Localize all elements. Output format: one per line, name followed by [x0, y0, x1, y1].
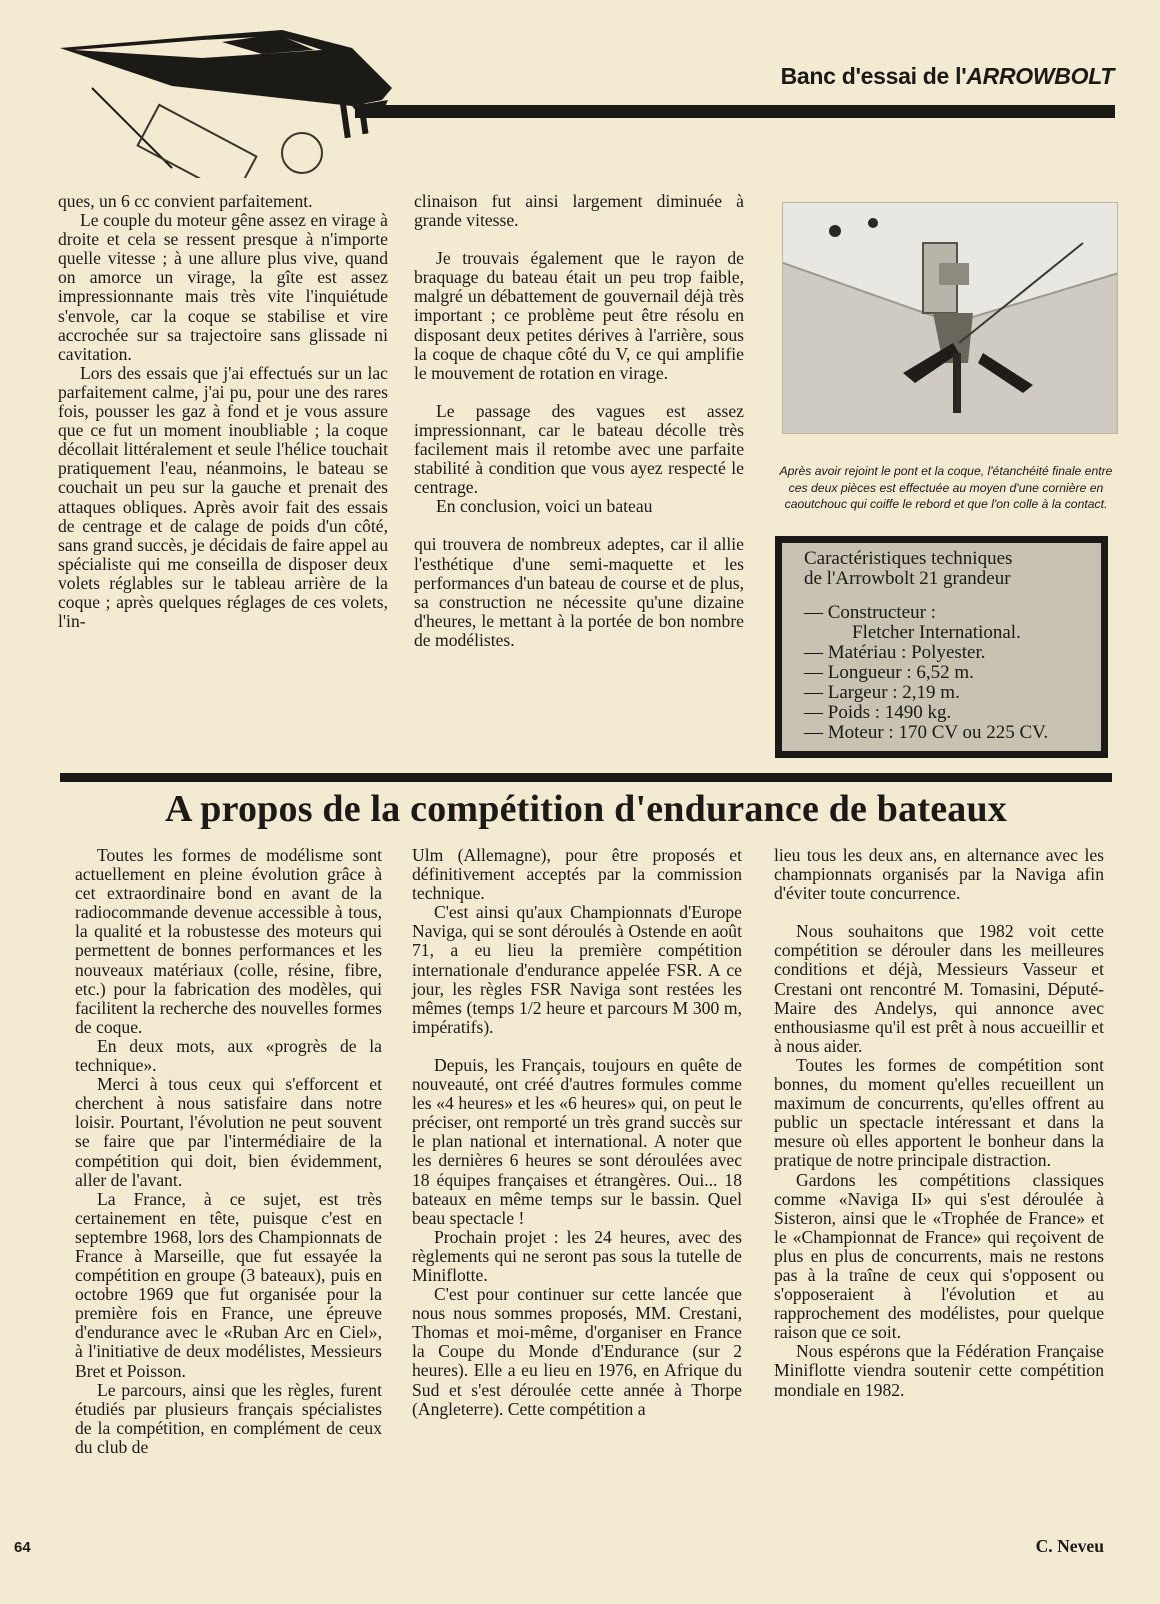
- spec-item: — Poids : 1490 kg.: [804, 702, 952, 723]
- photo-caption: Après avoir rejoint le pont et la coque, l'étanchéité finale entre ces deux pièces est effectuée au moyen d'une cornière en caoutchouc qui coiffe le rebord et que l'on colle à la contact.: [779, 464, 1113, 511]
- article-column-3: [774, 846, 1104, 1400]
- paragraph: En conclusion, voici un bateau: [436, 496, 653, 517]
- running-head: [781, 63, 1114, 90]
- page-number: 64: [14, 1539, 31, 1556]
- spec-item: [804, 623, 1089, 643]
- paragraph: Lors des essais que j'ai effectués sur un lac parfaitement calme, j'ai pu, pour une des rares fois, pousser les gaz à fond et je vous assure que ce fut un moment inoubliable ; la coque décollait littéralement et seule l'hélice touchait pratiquement l'eau, néanmoins, le bateau se couchait un peu sur la gauche et prenait des attaques obliques. Après avoir fait des essais de centrage et de calage de poids d'un côté, sans grand succès, je décidais de faire appel au spécialiste qui me conseilla de disposer deux volets réglables sur le tableau arrière de la coque ; après quelques réglages de ces volets, l'in-: [58, 362, 388, 632]
- specs-title-line: Caractéristiques techniques: [804, 548, 1013, 569]
- paragraph: Je trouvais également que le rayon de braquage du bateau était un peu trop faible, malgré un débattement de gouvernail déjà très important ; ce problème peut être résolu en disposant deux petites dérives à l'arrière, sous la coque de chaque côté du V, ce qui amplifie le mouvement de rotation en virage.: [414, 248, 744, 383]
- speedboat-illustration: [52, 28, 412, 178]
- spec-item-continuation: Fletcher International.: [852, 622, 1021, 643]
- paragraph: qui trouvera de nombreux adeptes, car il allie l'esthétique d'une semi-maquette et les performances d'un bateau de course et de plus, sa construction ne nécessite qu'une dizaine d'heures, le mettant à la portée de bon nombre de modélistes.: [414, 534, 744, 650]
- top-column-2: [414, 192, 744, 650]
- paragraph: Le passage des vagues est assez impressionnant, car le bateau décolle très facilement mais il retombe avec une parfaite stabilité à condition que vous ayez respecté le centrage.: [414, 400, 744, 498]
- paragraph: Le parcours, ainsi que les règles, furent étudiés par plusieurs français spécialistes de la compétition, en complément de ceux du club de: [75, 1379, 382, 1457]
- paragraph: Merci à tous ceux qui s'efforcent et cherchent à nous satisfaire dans notre loisir. Pourtant, l'évolution ne peut souvent se faire que par l'intermédiaire de la compétition qui doit, bien évidemment, aller de l'avant.: [75, 1074, 382, 1190]
- hull-photo-image: [783, 203, 1118, 434]
- paragraph: Nous souhaitons que 1982 voit cette compétition se dérouler dans les meilleures conditions et déjà, Messieurs Vasseur et Crestani ont rencontré M. Tomasini, Député-Maire des Andelys, qui annonce avec enthousiasme qu'il est prêt à nous accueillir et à nous aider.: [774, 921, 1104, 1056]
- paragraph: Toutes les formes de modélisme sont actuellement en pleine évolution grâce à cet extraordinaire bond en avant de la radiocommande devenue accessible à tous, la qualité et la robustesse des moteurs qui permettent de bonnes performances et les nouveaux matériaux (colle, résine, fibre, etc.) pour la fabrication des modèles, qui facilitent la recherche des nouvelles formes de coque.: [75, 845, 382, 1037]
- paragraph: La France, à ce sujet, est très certainement en tête, puisque c'est en septembre 1968, lors des Championnats de France à Marseille, que fut essayée la compétition en groupe (3 bateaux), puis en octobre 1969 que fut organisée pour la première fois en France, une épreuve d'endurance avec le «Ruban Arc en Ciel», à l'initiative de deux modélistes, Messieurs Bret et Poisson.: [75, 1188, 382, 1381]
- specs-list: [804, 603, 1089, 743]
- paragraph: C'est pour continuer sur cette lancée que nous nous sommes proposés, MM. Crestani, Thomas et moi-même, d'organiser en France la Coupe du Monde d'Endurance (sur 2 heures). Elle a eu lieu en 1976, en Afrique du Sud et s'est déroulée cette année à Thorpe (Angleterre). Cette compétition a: [412, 1284, 742, 1419]
- header-rule: [355, 105, 1115, 118]
- running-head-prefix: Banc d'essai de l': [780, 63, 967, 89]
- running-head-brand: ARROWBOLT: [966, 63, 1114, 89]
- paragraph: Ulm (Allemagne), pour être proposés et définitivement acceptés par la commission technique.: [412, 845, 742, 904]
- paragraph: C'est ainsi qu'aux Championnats d'Europe Naviga, qui se sont déroulés à Ostende en août 71, a eu lieu la première compétition internationale d'endurance appelée FSR. A ce jour, les règles FSR Naviga sont restées les mêmes (temps 1/2 heure et parcours M 300 m, impératifs).: [412, 902, 742, 1037]
- article-column-2: [412, 846, 742, 1419]
- paragraph: ques, un 6 cc convient parfaitement.: [58, 191, 313, 211]
- paragraph: lieu tous les deux ans, en alternance avec les championnats organisés par la Naviga afin d'éviter toute concurrence.: [774, 845, 1104, 904]
- specs-title: [804, 549, 1089, 589]
- spec-item: — Matériau : Polyester.: [804, 642, 986, 663]
- paragraph: Le couple du moteur gêne assez en virage à droite et cela se ressent presque à n'importe quelle vitesse ; à une allure plus vive, quand on amorce un virage, la gîte est assez impressionnante mais très vite l'inquiétude s'envole, car la coque se stabilise et vire accrochée sur sa trajectoire sans glissade ni cavitation.: [58, 210, 388, 364]
- paragraph: Depuis, les Français, toujours en quête de nouveauté, ont créé d'autres formules comme les «4 heures» et les «6 heures» qui, on peut le préciser, ont remporté un très grand succès sur le plan national et international. A noter que les dernières 6 heures se sont déroulées avec 18 équipes françaises et étrangères. Oui... 18 bateaux en même temps sur le bassin. Quel beau spectacle !: [412, 1054, 742, 1228]
- spec-item: — Constructeur :: [804, 602, 936, 623]
- hull-photo: [782, 202, 1118, 434]
- top-column-1: [58, 192, 388, 631]
- paragraph: Prochain projet : les 24 heures, avec des règlements qui ne seront pas sous la tutelle de Miniflotte.: [412, 1226, 742, 1285]
- spec-item: — Longueur : 6,52 m.: [804, 662, 974, 683]
- spec-item: — Largeur : 2,19 m.: [804, 682, 960, 703]
- article-column-1: [75, 846, 382, 1457]
- article-headline: A propos de la compétition d'endurance de bateaux: [165, 788, 1007, 830]
- paragraph: clinaison fut ainsi largement diminuée à grande vitesse.: [414, 191, 744, 231]
- paragraph: Nous espérons que la Fédération Française Miniflotte viendra soutenir cette compétition mondiale en 1982.: [774, 1341, 1104, 1400]
- author-signature: C. Neveu: [1035, 1536, 1104, 1556]
- paragraph: Toutes les formes de compétition sont bonnes, du moment qu'elles recueillent un maximum de concurrents, qu'elles offrent au public un spectacle intéressant et dans la mesure où elles apportent le bonheur dans la pratique de notre principale distraction.: [774, 1054, 1104, 1171]
- specs-box: [775, 536, 1108, 758]
- paragraph: En deux mots, aux «progrès de la technique».: [75, 1035, 382, 1076]
- paragraph: Gardons les compétitions classiques comme «Naviga II» qui s'est déroulée à Sisteron, ainsi que le «Trophée de France» et le «Championnat de France» qui reçoivent de plus en plus de concurrents, mais ne restons pas à la traîne de ceux qui s'opposent ou s'opposeraient à l'évolution et au rapprochement des modélistes, pour quelque raison que ce soit.: [774, 1169, 1104, 1343]
- specs-title-line: de l'Arrowbolt 21 grandeur: [804, 568, 1011, 589]
- section-rule: [60, 773, 1112, 782]
- spec-item: — Moteur : 170 CV ou 225 CV.: [804, 722, 1049, 743]
